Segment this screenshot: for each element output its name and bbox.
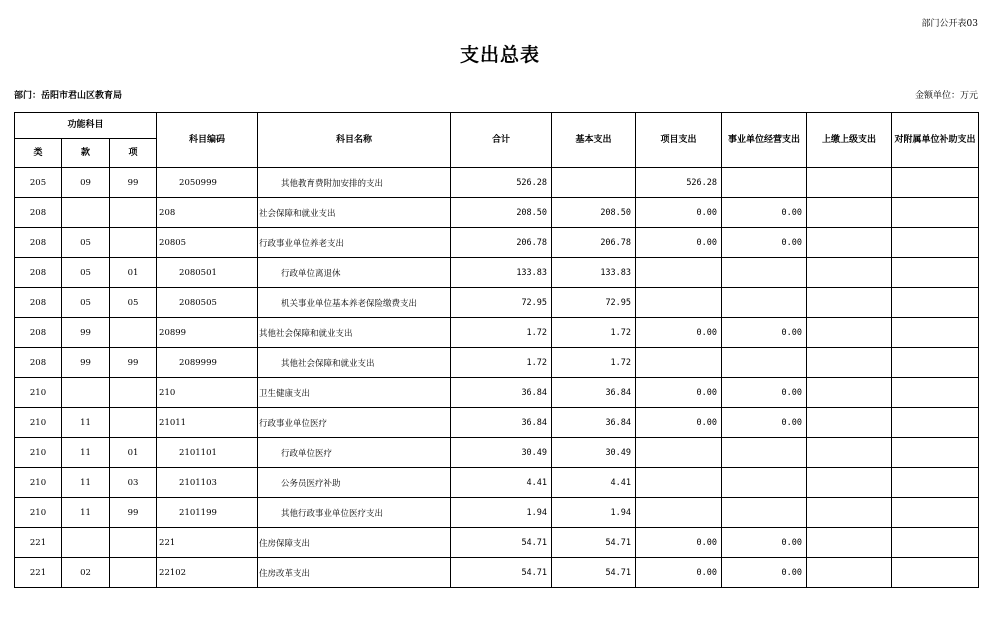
cell-code: 2089999 [157, 348, 258, 378]
cell-business [722, 168, 807, 198]
cell-upper [807, 408, 892, 438]
cell-upper [807, 378, 892, 408]
cell-upper [807, 468, 892, 498]
cell-basic: 54.71 [552, 558, 636, 588]
cell-name: 其他教育费附加安排的支出 [258, 168, 451, 198]
cell-lei: 205 [15, 168, 62, 198]
cell-lei: 210 [15, 378, 62, 408]
cell-business: 0.00 [722, 408, 807, 438]
cell-code: 2050999 [157, 168, 258, 198]
cell-project: 0.00 [636, 558, 722, 588]
cell-basic: 36.84 [552, 408, 636, 438]
department-label: 部门：岳阳市君山区教育局 [14, 91, 123, 101]
cell-business [722, 498, 807, 528]
cell-xiang [110, 318, 157, 348]
cell-code: 2101101 [157, 438, 258, 468]
cell-total: 133.83 [451, 258, 552, 288]
table-row [15, 408, 979, 438]
cell-code: 20899 [157, 318, 258, 348]
form-number: 部门公开表03 [921, 19, 978, 29]
cell-kuan: 09 [62, 168, 110, 198]
cell-basic: 36.84 [552, 378, 636, 408]
cell-xiang: 99 [110, 498, 157, 528]
cell-name: 机关事业单位基本养老保险缴费支出 [258, 288, 451, 318]
cell-business [722, 288, 807, 318]
cell-business: 0.00 [722, 528, 807, 558]
cell-code: 210 [157, 378, 258, 408]
cell-kuan [62, 528, 110, 558]
cell-basic: 72.95 [552, 288, 636, 318]
cell-kuan: 11 [62, 498, 110, 528]
cell-name: 公务员医疗补助 [258, 468, 451, 498]
cell-lei: 221 [15, 528, 62, 558]
cell-basic: 133.83 [552, 258, 636, 288]
cell-kuan [62, 378, 110, 408]
cell-total: 1.94 [451, 498, 552, 528]
cell-business [722, 468, 807, 498]
cell-code: 2101199 [157, 498, 258, 528]
cell-lei: 208 [15, 348, 62, 378]
cell-name: 社会保障和就业支出 [258, 198, 451, 228]
cell-basic: 1.94 [552, 498, 636, 528]
cell-upper [807, 318, 892, 348]
cell-subsidy [892, 558, 979, 588]
cell-subsidy [892, 498, 979, 528]
header-name: 科目名称 [258, 113, 451, 168]
cell-kuan: 99 [62, 318, 110, 348]
cell-basic: 208.50 [552, 198, 636, 228]
cell-xiang: 99 [110, 348, 157, 378]
cell-project: 526.28 [636, 168, 722, 198]
cell-code: 2080505 [157, 288, 258, 318]
cell-project [636, 438, 722, 468]
cell-project [636, 348, 722, 378]
table-row [15, 468, 979, 498]
cell-total: 72.95 [451, 288, 552, 318]
cell-total: 54.71 [451, 528, 552, 558]
header-upper: 上缴上级支出 [807, 113, 892, 168]
table-row [15, 348, 979, 378]
cell-xiang [110, 558, 157, 588]
cell-upper [807, 258, 892, 288]
cell-total: 30.49 [451, 438, 552, 468]
cell-total: 1.72 [451, 348, 552, 378]
cell-subsidy [892, 468, 979, 498]
cell-kuan: 99 [62, 348, 110, 378]
table-row [15, 198, 979, 228]
cell-kuan: 02 [62, 558, 110, 588]
cell-subsidy [892, 528, 979, 558]
cell-name: 卫生健康支出 [258, 378, 451, 408]
cell-name: 其他社会保障和就业支出 [258, 348, 451, 378]
cell-subsidy [892, 258, 979, 288]
cell-upper [807, 558, 892, 588]
cell-code: 208 [157, 198, 258, 228]
header-func-subject: 功能科目 [15, 113, 157, 139]
table-row [15, 318, 979, 348]
cell-name: 其他行政事业单位医疗支出 [258, 498, 451, 528]
cell-subsidy [892, 198, 979, 228]
cell-business: 0.00 [722, 318, 807, 348]
cell-kuan: 11 [62, 438, 110, 468]
page-title: 支出总表 [459, 44, 540, 66]
cell-xiang [110, 408, 157, 438]
cell-business: 0.00 [722, 378, 807, 408]
table-row [15, 258, 979, 288]
table-row [15, 288, 979, 318]
cell-project: 0.00 [636, 318, 722, 348]
cell-lei: 210 [15, 468, 62, 498]
cell-upper [807, 198, 892, 228]
cell-business: 0.00 [722, 558, 807, 588]
cell-upper [807, 438, 892, 468]
header-subsidy: 对附属单位补助支出 [892, 113, 979, 168]
cell-code: 2080501 [157, 258, 258, 288]
cell-lei: 210 [15, 438, 62, 468]
cell-project [636, 498, 722, 528]
header-kuan: 款 [62, 139, 110, 168]
cell-code: 21011 [157, 408, 258, 438]
cell-subsidy [892, 318, 979, 348]
cell-subsidy [892, 288, 979, 318]
cell-total: 208.50 [451, 198, 552, 228]
unit-label: 金额单位：万元 [914, 91, 978, 101]
cell-subsidy [892, 348, 979, 378]
cell-project: 0.00 [636, 528, 722, 558]
header-basic: 基本支出 [552, 113, 636, 168]
cell-lei: 221 [15, 558, 62, 588]
cell-kuan: 05 [62, 288, 110, 318]
cell-upper [807, 288, 892, 318]
cell-upper [807, 348, 892, 378]
cell-kuan: 11 [62, 408, 110, 438]
cell-total: 54.71 [451, 558, 552, 588]
cell-code: 20805 [157, 228, 258, 258]
cell-basic: 1.72 [552, 348, 636, 378]
cell-project [636, 288, 722, 318]
cell-business [722, 258, 807, 288]
header-lei: 类 [15, 139, 62, 168]
cell-basic: 206.78 [552, 228, 636, 258]
cell-upper [807, 498, 892, 528]
cell-project: 0.00 [636, 408, 722, 438]
cell-business: 0.00 [722, 198, 807, 228]
cell-name: 行政单位医疗 [258, 438, 451, 468]
cell-project [636, 468, 722, 498]
cell-total: 4.41 [451, 468, 552, 498]
cell-basic [552, 168, 636, 198]
cell-xiang [110, 528, 157, 558]
cell-code: 2101103 [157, 468, 258, 498]
cell-business [722, 438, 807, 468]
cell-xiang: 01 [110, 438, 157, 468]
cell-xiang: 05 [110, 288, 157, 318]
cell-name: 行政单位离退休 [258, 258, 451, 288]
cell-subsidy [892, 168, 979, 198]
table-row [15, 168, 979, 198]
cell-upper [807, 228, 892, 258]
table-row [15, 558, 979, 588]
cell-basic: 30.49 [552, 438, 636, 468]
cell-subsidy [892, 228, 979, 258]
table-row [15, 228, 979, 258]
cell-total: 36.84 [451, 408, 552, 438]
cell-xiang: 03 [110, 468, 157, 498]
cell-code: 221 [157, 528, 258, 558]
cell-lei: 208 [15, 288, 62, 318]
cell-kuan: 05 [62, 258, 110, 288]
cell-business: 0.00 [722, 228, 807, 258]
cell-total: 36.84 [451, 378, 552, 408]
table-row [15, 498, 979, 528]
cell-kuan: 11 [62, 468, 110, 498]
header-code: 科目编码 [157, 113, 258, 168]
cell-upper [807, 528, 892, 558]
cell-lei: 208 [15, 198, 62, 228]
cell-lei: 208 [15, 318, 62, 348]
cell-basic: 4.41 [552, 468, 636, 498]
cell-name: 行政事业单位医疗 [258, 408, 451, 438]
table-row [15, 378, 979, 408]
cell-name: 行政事业单位养老支出 [258, 228, 451, 258]
expenditure-table [14, 112, 979, 588]
cell-xiang [110, 198, 157, 228]
cell-code: 22102 [157, 558, 258, 588]
cell-project: 0.00 [636, 198, 722, 228]
cell-project: 0.00 [636, 378, 722, 408]
cell-total: 1.72 [451, 318, 552, 348]
cell-name: 住房保障支出 [258, 528, 451, 558]
cell-xiang [110, 228, 157, 258]
cell-xiang: 99 [110, 168, 157, 198]
cell-xiang [110, 378, 157, 408]
cell-name: 其他社会保障和就业支出 [258, 318, 451, 348]
table-row [15, 528, 979, 558]
cell-lei: 210 [15, 408, 62, 438]
cell-total: 206.78 [451, 228, 552, 258]
header-business: 事业单位经营支出 [722, 113, 807, 168]
cell-kuan [62, 198, 110, 228]
table-row [15, 438, 979, 468]
cell-lei: 208 [15, 228, 62, 258]
cell-business [722, 348, 807, 378]
header-xiang: 项 [110, 139, 157, 168]
cell-basic: 1.72 [552, 318, 636, 348]
cell-lei: 210 [15, 498, 62, 528]
cell-subsidy [892, 438, 979, 468]
cell-subsidy [892, 408, 979, 438]
cell-lei: 208 [15, 258, 62, 288]
cell-subsidy [892, 378, 979, 408]
cell-project: 0.00 [636, 228, 722, 258]
header-total: 合计 [451, 113, 552, 168]
cell-xiang: 01 [110, 258, 157, 288]
cell-total: 526.28 [451, 168, 552, 198]
cell-upper [807, 168, 892, 198]
header-project: 项目支出 [636, 113, 722, 168]
cell-basic: 54.71 [552, 528, 636, 558]
cell-kuan: 05 [62, 228, 110, 258]
cell-project [636, 258, 722, 288]
cell-name: 住房改革支出 [258, 558, 451, 588]
